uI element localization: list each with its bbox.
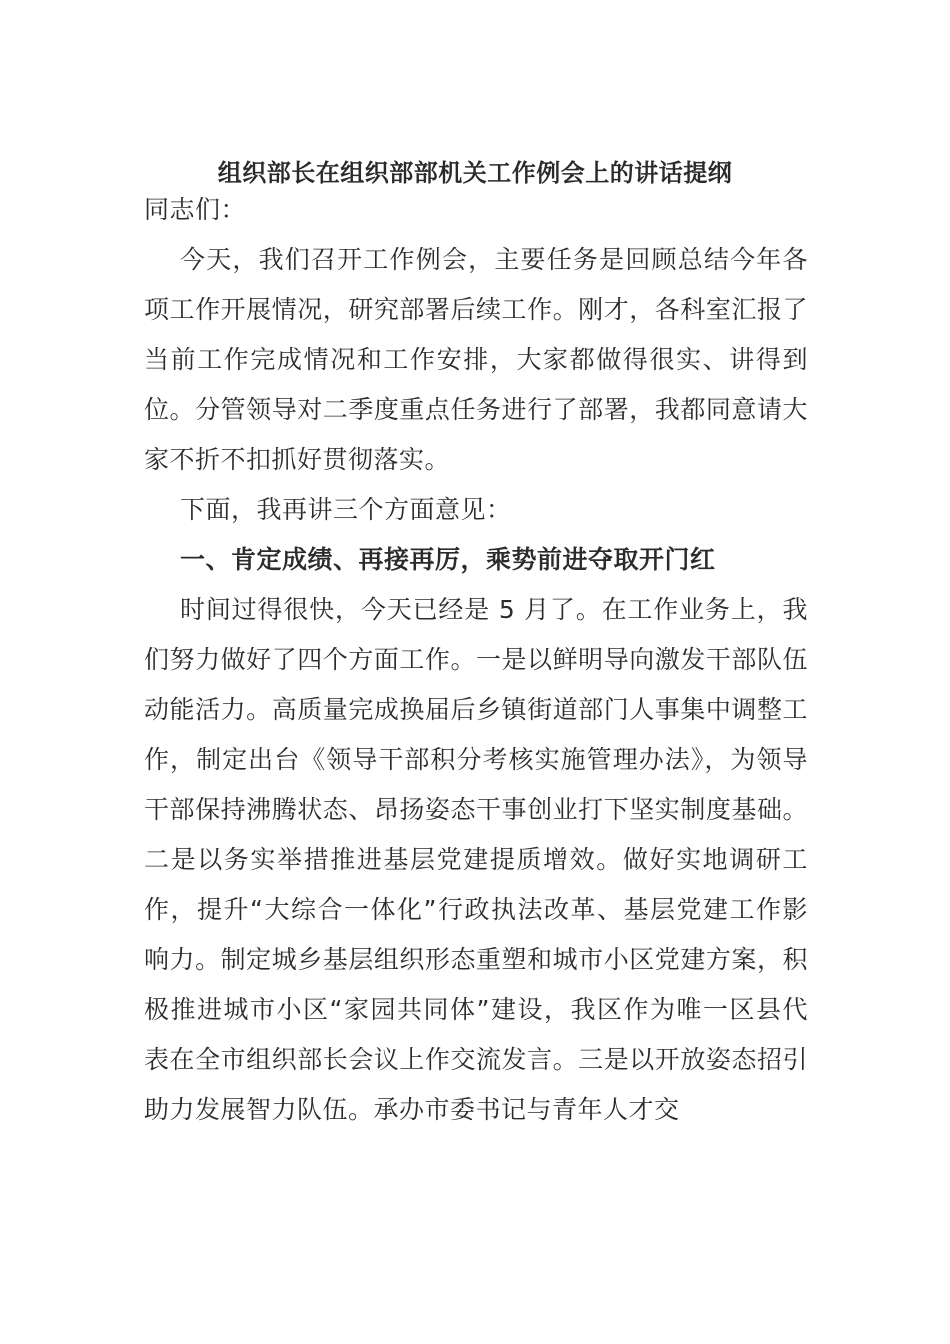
section-heading-1: 一、肯定成绩、再接再厉，乘势前进夺取开门红 — [180, 545, 716, 574]
intro-paragraph: 今天，我们召开工作例会，主要任务是回顾总结今年各项工作开展情况，研究部署后续工作。刚才，各科室汇报了当前工作完成情况和工作安排，大家都做得很实、讲得到位。分管领导对二季度重点任务进行了部署，我都同意请大家不折不扣抓好贯彻落实。 — [144, 245, 808, 474]
document-title: 组织部长在组织部部机关工作例会上的讲话提纲 — [217, 159, 733, 187]
salutation: 同志们： — [144, 195, 247, 224]
section-1-paragraph: 时间过得很快，今天已经是 5 月了。在工作业务上，我们努力做好了四个方面工作。一是以鲜明导向激发干部队伍动能活力。高质量完成换届后乡镇街道部门人事集中调整工作，制定出台《领导干部积分考核实施管理办法》，为领导干部保持沸腾状态、昂扬姿态干事创业打下坚实制度基础。二是以务实举措推进基层党建提质增效。做好实地调研工作，提升“大综合一体化”行政执法改革、基层党建工作影响力。制定城乡基层组织形态重塑和城市小区党建方案，积极推进城市小区“家园共同体”建设，我区作为唯一区县代表在全市组织部长会议上作交流发言。三是以开放姿态招引助力发展智力队伍。承办市委书记与青年人才交 — [144, 595, 808, 1124]
document-body — [144, 185, 808, 1135]
transition-paragraph: 下面，我再讲三个方面意见： — [180, 495, 512, 524]
